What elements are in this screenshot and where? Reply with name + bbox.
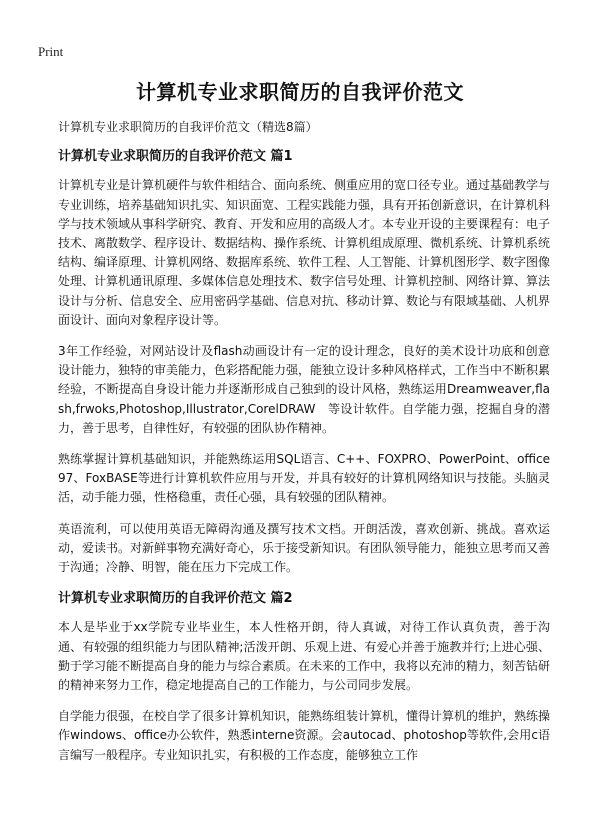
paragraph: 计算机专业是计算机硬件与软件相结合、面向系统、侧重应用的宽口径专业。通过基础教学与专业训练，培养基础知识扎实、知识面宽、工程实践能力强，具有开拓创新意识，在计算机科学与技术领域从事科学研究、教育、开发和应用的高级人才。本专业开设的主要课程有：电子技术、离散数学、程序设计、数据结构、操作系统、计算机组成原理、微机系统、计算机系统结构、编译原理、计算机网络、数据库系统、软件工程、人工智能、计算机图形学、数字图像处理、计算机通讯原理、多媒体信息处理技术、数字信号处理、计算机控制、网络计算、算法设计与分析、信息安全、应用密码学基础、信息对抗、移动计算、数论与有限域基础、人机界面设计、面向对象程序设计等。 <box>58 178 551 327</box>
section-2 <box>58 589 550 765</box>
print-link[interactable]: Print <box>38 44 64 59</box>
paragraph: 熟练掌握计算机基础知识，并能熟练运用SQL语言、C++、FOXPRO、PowerPoint、office97、FoxBASE等进行计算机软件应用与开发，并具有较好的计算机网络知识与技能。头脑灵活，动手能力强，性格稳重，责任心强，具有较强的团队精神。 <box>58 452 550 505</box>
section-1 <box>58 147 550 577</box>
paragraph: 自学能力很强，在校自学了很多计算机知识，能熟练组装计算机，懂得计算机的维护，熟练操作windows、office办公软件，熟悉interne资源。会autocad、photoshop等软件,会用c语言编写一般程序。专业知识扎实，有积极的工作态度，能够独立工作 <box>58 709 551 762</box>
section-heading: 计算机专业求职简历的自我评价范文 篇2 <box>58 591 293 607</box>
document-subtitle: 计算机专业求职简历的自我评价范文（精选8篇） <box>58 120 318 134</box>
page-title: 计算机专业求职简历的自我评价范文 <box>136 80 464 104</box>
document-body <box>58 118 550 777</box>
paragraph: 本人是毕业于xx学院专业毕业生，本人性格开朗，待人真诚，对待工作认真负责，善于沟通、有较强的组织能力与团队精神;活泼开朗、乐观上进、有爱心并善于施教并行;上进心强、勤于学习能不断提高自身的能力与综合素质。在未来的工作中，我将以充沛的精力，刻苦钻研的精神来努力工作，稳定地提高自己的工作能力，与公司同步发展。 <box>58 620 551 693</box>
paragraph: 英语流利，可以使用英语无障碍沟通及撰写技术文档。开朗活泼，喜欢创新、挑战。喜欢运动，爱读书。对新鲜事物充满好奇心，乐于接受新知识。有团队领导能力，能独立思考而又善于沟通；冷静、明智，能在压力下完成工作。 <box>58 521 551 575</box>
paragraph: 3年工作经验，对网站设计及flash动画设计有一定的设计理念，良好的美术设计功底和创意设计能力，独特的审美能力，色彩搭配能力强，能独立设计多种风格样式，工作当中不断积累经验，不断提高自身设计能力并逐渐形成自己独到的设计风格，熟练运用Dreamweaver,flash,frwoks,Photoshop,Illustrator,CorelDRAW 等设计软件。自学能力强，挖掘自身的潜力，善于思考，自律性好，有较强的团队协作精神。 <box>58 344 551 435</box>
section-heading: 计算机专业求职简历的自我评价范文 篇1 <box>58 149 293 165</box>
